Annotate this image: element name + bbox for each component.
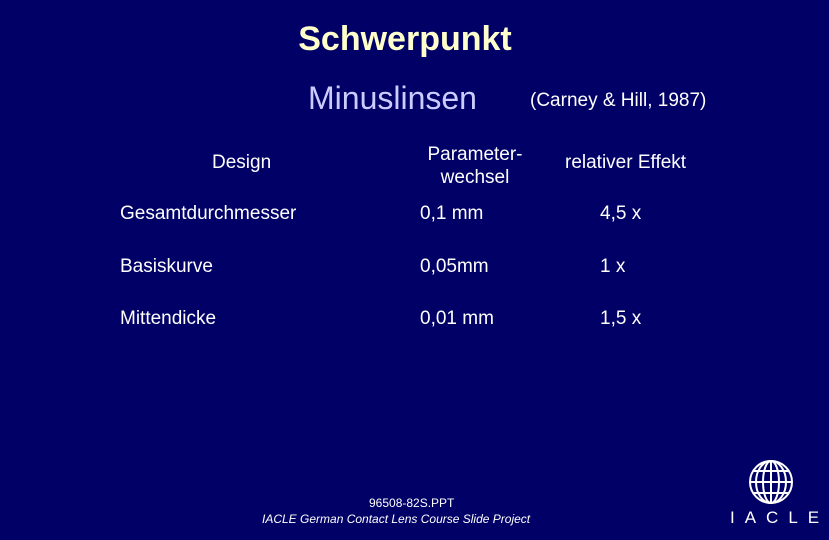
column-header-effect: relativer Effekt bbox=[565, 152, 687, 173]
table-cell-effect: 1,5 x bbox=[600, 308, 642, 329]
table-cell-effect: 1 x bbox=[600, 256, 626, 277]
footer-project: IACLE German Contact Lens Course Slide Project bbox=[262, 512, 531, 526]
table-cell-change: 0,1 mm bbox=[420, 203, 484, 224]
iacle-logo-text: IACLE bbox=[730, 508, 829, 527]
table-cell-effect: 4,5 x bbox=[600, 203, 642, 224]
table-cell-design: Basiskurve bbox=[120, 256, 213, 277]
table-cell-design: Gesamtdurchmesser bbox=[120, 203, 297, 224]
table-cell-change: 0,05mm bbox=[420, 256, 489, 277]
slide-title: Schwerpunkt bbox=[298, 20, 512, 58]
citation: (Carney & Hill, 1987) bbox=[530, 90, 707, 111]
table-cell-change: 0,01 mm bbox=[420, 308, 494, 329]
globe-icon bbox=[747, 458, 795, 506]
table-cell-design: Mittendicke bbox=[120, 308, 217, 329]
footer-file-code: 96508-82S.PPT bbox=[369, 496, 455, 510]
slide-subtitle: Minuslinsen bbox=[308, 80, 477, 116]
column-header-parameter: Parameter-wechsel bbox=[427, 144, 523, 188]
column-header-design: Design bbox=[212, 152, 272, 173]
